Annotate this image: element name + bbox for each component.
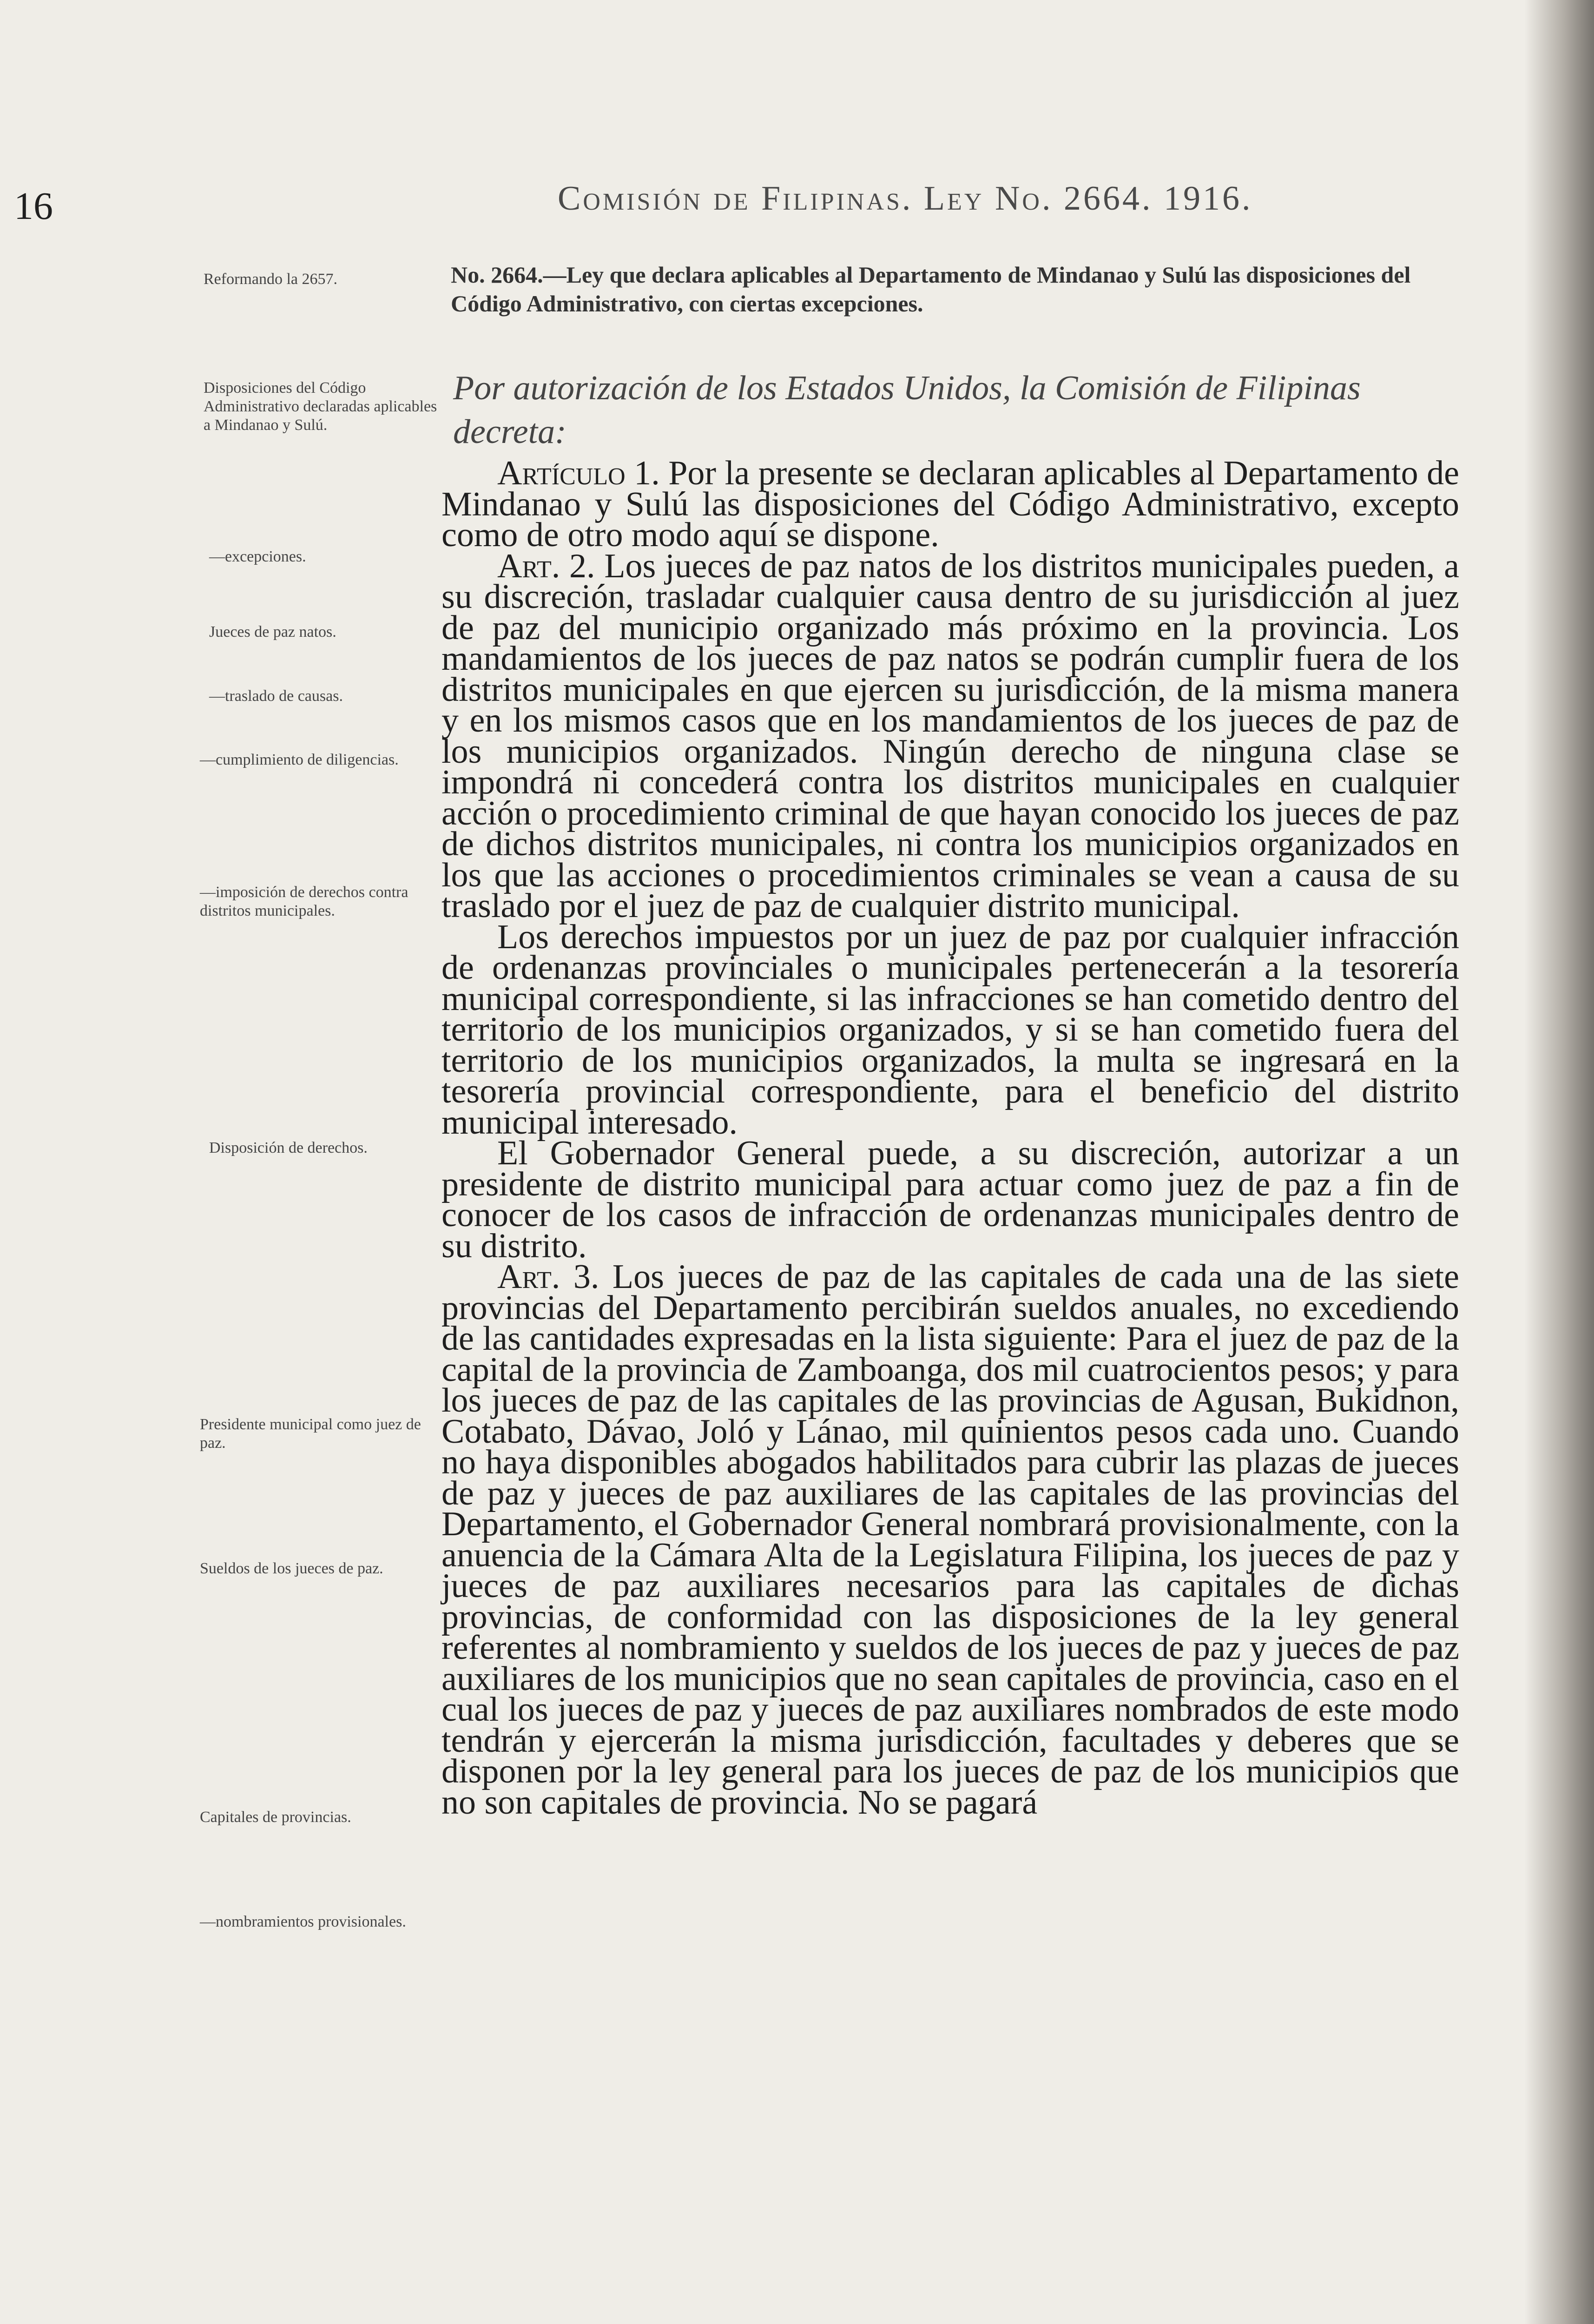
article-3 [441, 1258, 1459, 1822]
law-body [441, 454, 1459, 1822]
margin-note-amendment: Reformando la 2657. [204, 271, 337, 288]
article-text: Los jueces de paz natos de los distritos municipales pueden, a su discreción, trasladar cualquier causa dentro de su jurisdicción al juez de paz del municipio organizado más próximo en la provincia. Los mandamientos de los jueces de paz natos se podrán cumplir fuera de los distritos municipales en que ejercen su jurisdicción, de la misma manera y en los mismos casos que en los mandamientos de los jueces de paz de los municipios organizados. Ningún derecho de ninguna clase se impondrá ni concederá contra los distritos municipales en cualquier acción o procedimiento criminal de que hayan conocido los jueces de paz de dichos distritos municipales, ni contra los municipios organizados en los que las acciones o procedimientos criminales se vean a causa de su traslado por el juez de paz de cualquier distrito municipal. [441, 547, 1459, 925]
margin-note: Disposición de derechos. [209, 1139, 368, 1156]
margin-note: —cumplimiento de diligencias. [200, 751, 399, 768]
margin-note: Sueldos de los jueces de paz. [200, 1560, 383, 1577]
law-title: No. 2664.—Ley que declara aplicables al Departamento de Mindanao y Sulú las disposiciones del Código Administrativo, con ciertas excepciones. [451, 262, 1411, 317]
margin-note: Disposiciones del Código Administrativo declaradas aplicables a Mindanao y Sulú. [204, 379, 437, 434]
margin-note: Jueces de paz natos. [209, 623, 336, 640]
margin-note: —traslado de causas. [209, 687, 343, 705]
article-text: Por la presente se declaran aplicables al Departamento de Mindanao y Sulú las disposiciones del Código Administrativo, excepto como de otro modo aquí se dispone. [441, 454, 1459, 554]
paragraph-presidente: El Gobernador General puede, a su discreción, autorizar a un presidente de distrito municipal para actuar como juez de paz a fin de conocer de los casos de infracción de ordenanzas municipales dentro de su distrito. [441, 1134, 1459, 1265]
article-1 [441, 454, 1459, 554]
article-label: Artículo 1. [497, 454, 660, 492]
margin-note: —imposición de derechos contra distritos municipales. [200, 884, 408, 919]
article-2 [441, 547, 1459, 925]
margin-note: Presidente municipal como juez de paz. [200, 1416, 421, 1452]
page-edge-shadow [1524, 0, 1594, 2324]
margin-note: Capitales de provincias. [200, 1809, 351, 1826]
enacting-clause: Por autorización de los Estados Unidos, la Comisión de Filipinas decreta: [453, 369, 1361, 451]
running-header: Comisión de Filipinas. Ley No. 2664. 1916. [558, 179, 1253, 218]
article-label: Art. 2. [497, 547, 595, 585]
article-text: Los jueces de paz de las capitales de cada una de las siete provincias del Departamento percibirán sueldos anuales, no excediendo de las cantidades expresadas en la lista siguiente: Para el juez de paz de la capital de la provincia de Zamboanga, dos mil cuatrocientos pesos; y para los jueces de paz de las capitales de las provincias de Agusan, Bukidnon, Cotabato, Dávao, Joló y Lánao, mil quinientos pesos cada uno. Cuando no haya disponibles abogados habilitados para cubrir las plazas de jueces de paz y jueces de paz auxiliares de las capitales de las provincias del Departamento, el Gobernador General nombrará provisionalmente, con la anuencia de la Cámara Alta de la Legislatura Filipina, los jueces de paz y jueces de paz auxiliares necesarios para las capitales de dichas provincias, de conformidad con las disposiciones de la ley general referentes al nombramiento y sueldos de los jueces de paz y jueces de paz auxiliares de los municipios que no sean capitales de provincia, caso en el cual los jueces de paz y jueces de paz auxiliares nombrados de este modo tendrán y ejercerán la misma jurisdicción, facultades y deberes que se disponen por la ley general para los jueces de paz de los municipios que no son capitales de provincia. No se pagará [441, 1258, 1459, 1822]
margin-notes [0, 0, 446, 2324]
margin-note: —nombramientos provisionales. [200, 1913, 406, 1930]
margin-note: —excepciones. [209, 548, 306, 565]
paragraph-derechos: Los derechos impuestos por un juez de paz por cualquier infracción de ordenanzas provinciales o municipales pertenecerán a la tesorería municipal correspondiente, si las infracciones se han cometido dentro del territorio de los municipios organizados, y si se han cometido fuera del territorio de los municipios organizados, la multa se ingresará en la tesorería provincial correspondiente, para el beneficio del distrito municipal interesado. [441, 918, 1459, 1142]
article-label: Art. 3. [497, 1258, 599, 1296]
page-number: 16 [14, 185, 53, 228]
